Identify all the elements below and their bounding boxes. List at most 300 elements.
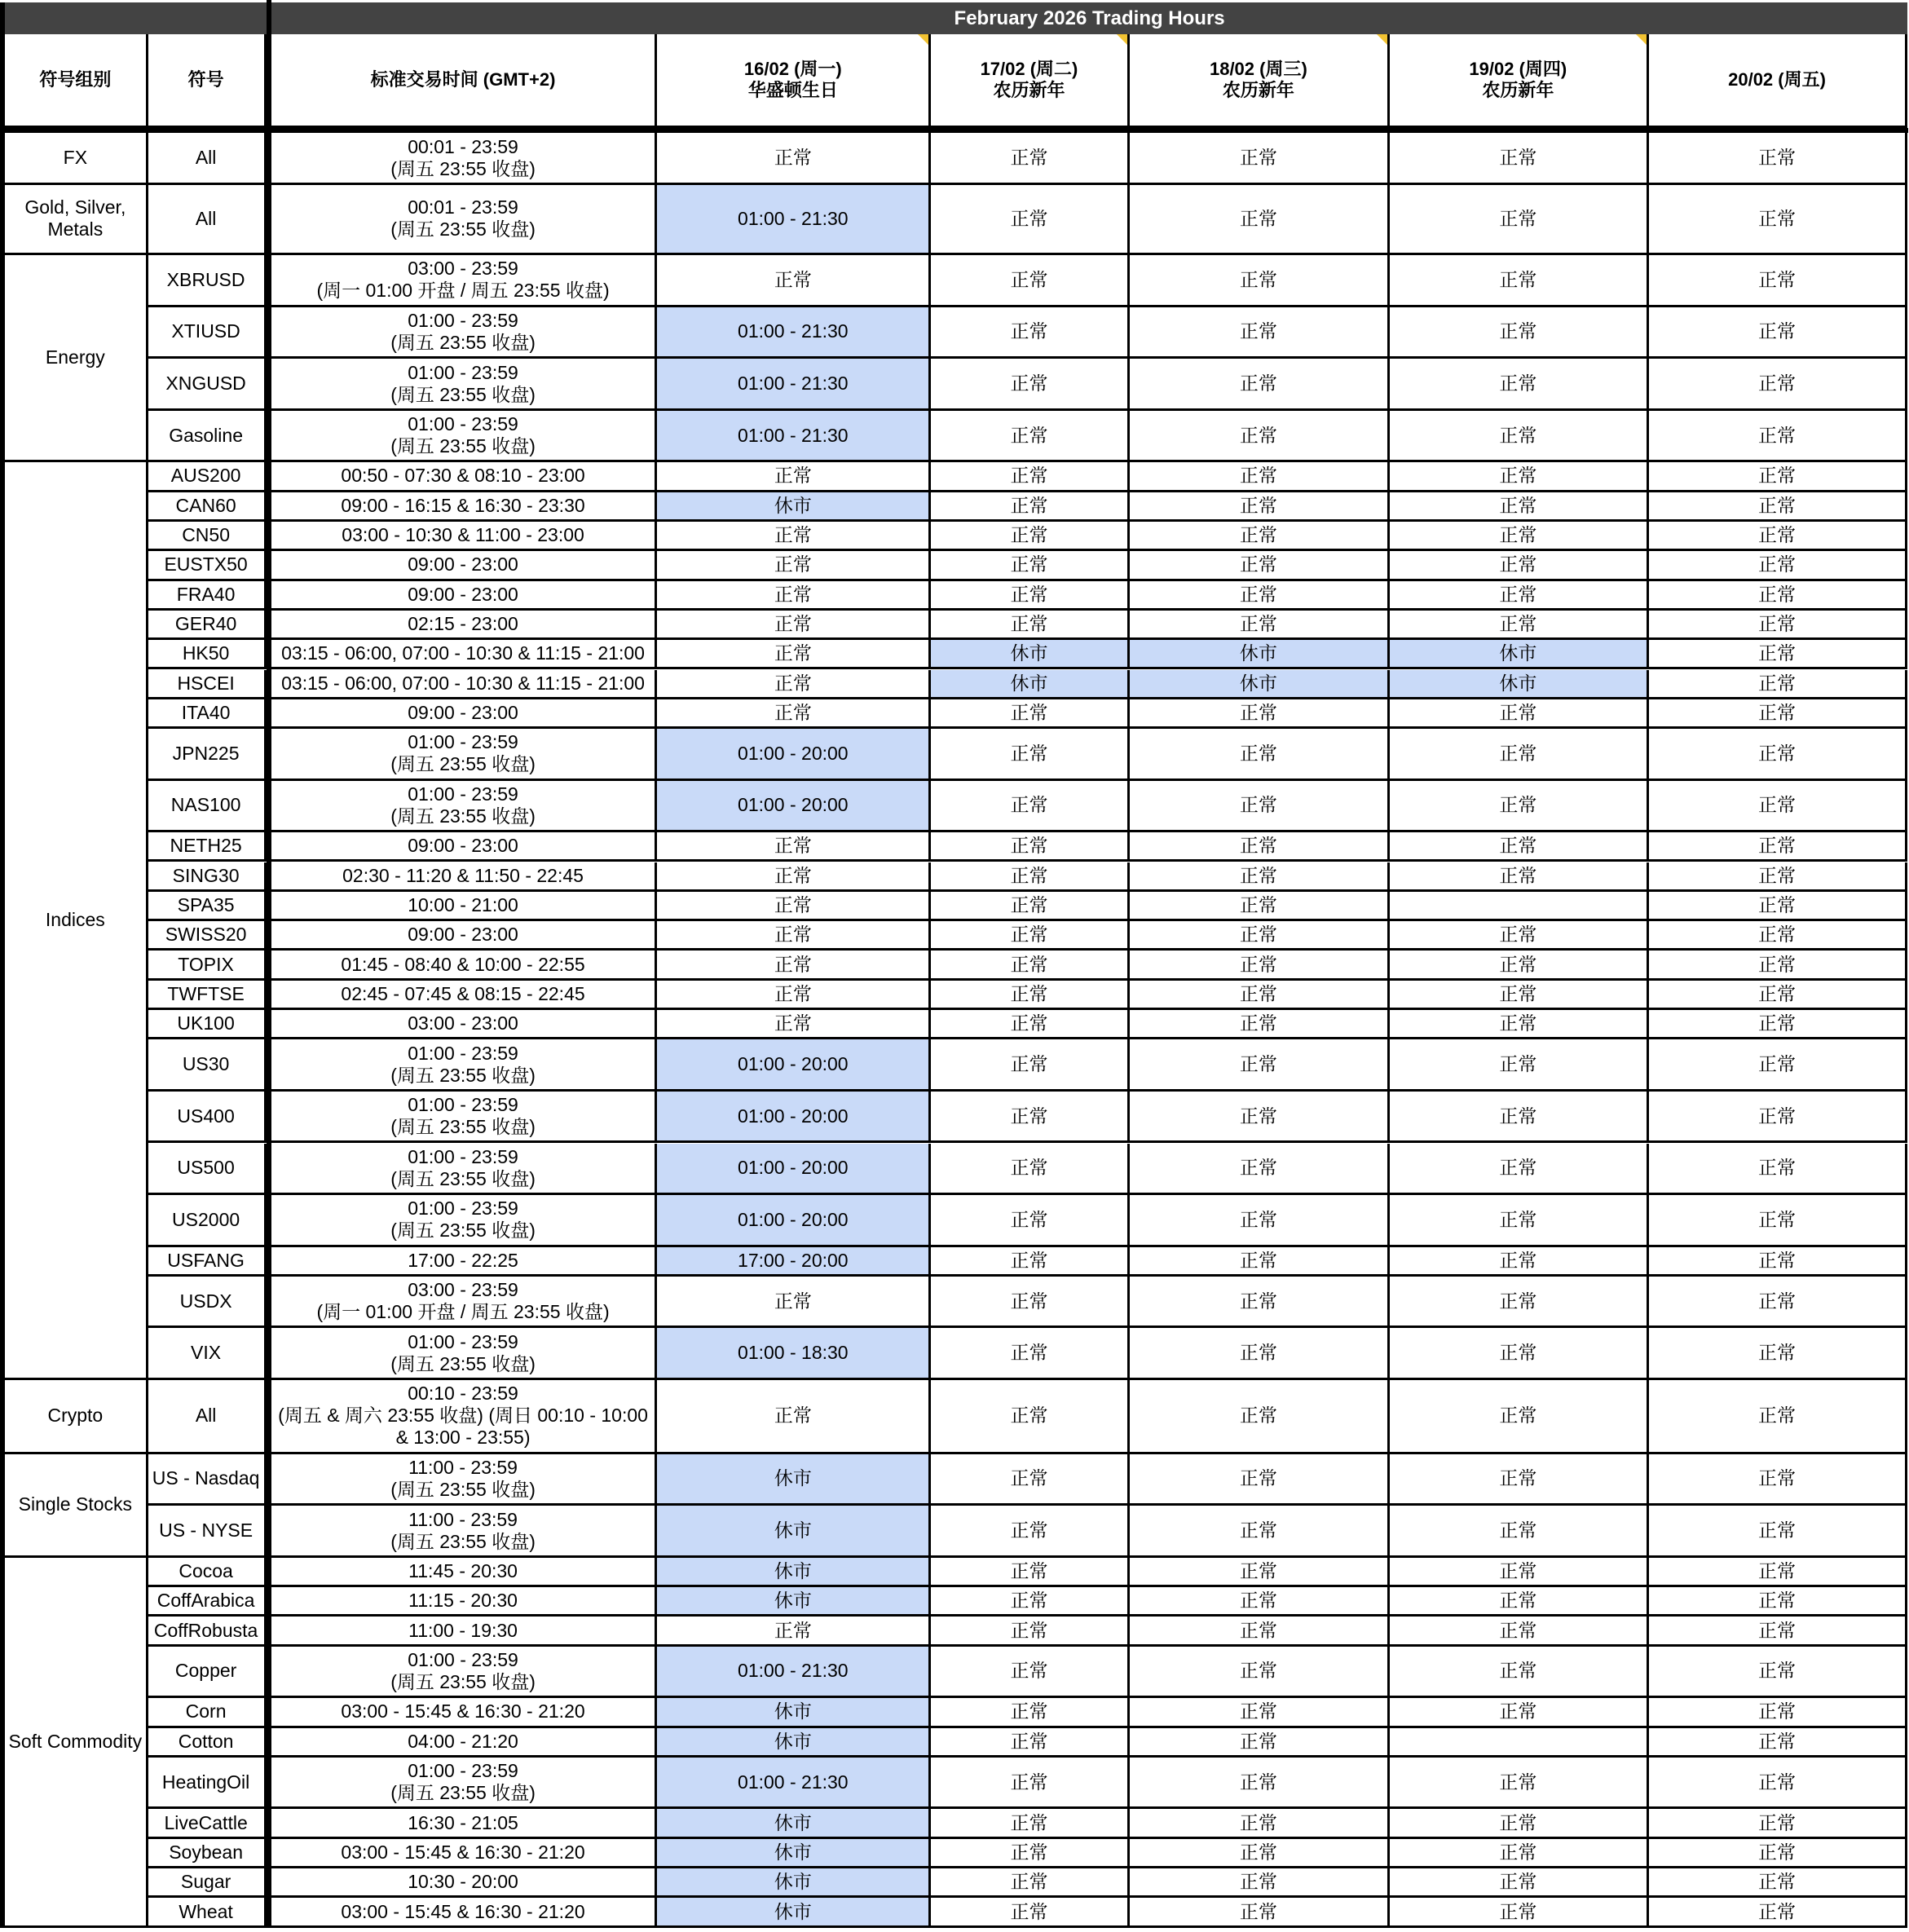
day-status-text: 正常 [1499,701,1537,723]
day-status-cell [1390,359,1649,411]
day-status-cell [1649,1839,1908,1868]
day-status-text: 正常 [1758,1660,1797,1682]
day-status-text: 正常 [1499,1900,1537,1922]
group-cell [5,185,148,255]
standard-hours-cell [271,699,658,729]
day-status-cell [931,1328,1130,1380]
day-status-cell [1390,1558,1649,1587]
day-status-cell [931,1839,1130,1868]
group-label: Single Stocks [18,1493,133,1515]
day-status-text: 正常 [1758,1249,1797,1271]
symbol-label: CoffRobusta [153,1619,258,1641]
day-status-text: 正常 [1010,1771,1048,1793]
day-status-text: 正常 [1010,1208,1048,1230]
day-status-text: 正常 [1239,1053,1277,1075]
symbol-label: CAN60 [175,494,236,516]
day-status-cell [931,1758,1130,1810]
note-marker-icon[interactable] [1636,34,1647,45]
day-status-text: 正常 [774,982,812,1004]
standard-hours-cell [271,1506,658,1558]
standard-hours-line: (周一 01:00 开盘 / 周五 23:55 收盘) [316,280,610,302]
standard-hours-line: 09:00 - 23:00 [408,701,518,723]
day-status-cell [931,462,1130,492]
day-status-cell [931,1506,1130,1558]
day-status-cell [1130,1809,1390,1838]
day-status-cell [1390,832,1649,862]
day-status-cell [657,670,931,699]
header-day-2 [1130,34,1390,128]
day-status-text: 休市 [774,1559,812,1581]
day-status-text: 正常 [1499,1053,1537,1075]
day-status-text: 正常 [1010,864,1048,886]
day-status-cell [1130,1195,1390,1247]
day-status-cell [1390,1380,1649,1454]
day-status-text: 正常 [1758,268,1797,290]
day-status-cell [657,1328,931,1380]
standard-hours-cell [271,522,658,551]
day-status-text: 正常 [1758,1841,1797,1863]
day-status-text: 正常 [1758,1619,1797,1641]
day-status-text: 正常 [1010,268,1048,290]
day-status-cell [1649,1617,1908,1646]
day-status-cell [1130,1868,1390,1898]
standard-hours-cell [271,1380,658,1454]
day-status-cell [931,1247,1130,1277]
day-status-text: 正常 [1239,465,1277,487]
day-status-cell [657,1277,931,1329]
day-status-text: 01:00 - 21:30 [738,373,849,395]
day-status-text: 正常 [1239,924,1277,946]
standard-hours-cell [271,981,658,1010]
day-status-text: 正常 [1239,1700,1277,1722]
day-status-cell [1390,1092,1649,1144]
day-status-cell [1390,921,1649,951]
day-status-cell [931,951,1130,980]
day-status-cell [1390,1195,1649,1247]
standard-hours-line: 11:45 - 20:30 [408,1559,518,1581]
standard-hours-cell [271,670,658,699]
day-status-text: 01:00 - 20:00 [738,1208,849,1230]
standard-hours-line: (周五 23:55 收盘) [390,383,536,405]
symbol-cell [148,307,267,359]
symbol-cell [148,1728,267,1758]
standard-hours-cell [271,551,658,580]
day-status-cell [1649,729,1908,781]
day-status-text: 正常 [1010,1590,1048,1612]
standard-hours-cell [271,1758,658,1810]
day-status-cell [657,611,931,640]
day-status-text: 01:00 - 20:00 [738,794,849,816]
day-status-text: 01:00 - 21:30 [738,320,849,342]
day-status-text: 正常 [1758,742,1797,764]
day-status-text: 正常 [1239,268,1277,290]
day-status-text: 休市 [774,1467,812,1489]
day-status-cell [931,411,1130,463]
day-status-text: 正常 [1010,583,1048,605]
column-separator [267,0,271,1928]
day-status-cell [931,1898,1130,1927]
day-status-text: 01:00 - 20:00 [738,1105,849,1127]
day-status-text: 正常 [1758,424,1797,446]
standard-hours-cell [271,951,658,980]
day-status-text: 正常 [1758,373,1797,395]
note-marker-icon[interactable] [918,34,928,45]
symbol-cell [148,1587,267,1617]
day-status-text: 正常 [1239,583,1277,605]
day-status-cell [1649,1380,1908,1454]
day-status-cell [657,1144,931,1196]
left-border [0,2,5,1928]
day-status-text: 正常 [1239,147,1277,169]
symbol-cell [148,359,267,411]
day-status-text: 正常 [1758,1700,1797,1722]
day-status-cell [931,1728,1130,1758]
symbol-label: SING30 [172,864,240,886]
day-status-text: 休市 [1010,672,1048,694]
day-status-text: 正常 [774,1012,812,1034]
note-marker-icon[interactable] [1117,34,1127,45]
day-status-text: 休市 [1239,642,1277,664]
day-status-cell [1390,492,1649,522]
day-status-text: 正常 [1239,1012,1277,1034]
symbol-label: Cocoa [179,1559,233,1581]
day-status-text: 正常 [774,554,812,576]
symbol-label: All [195,207,217,229]
standard-hours-line: 03:15 - 06:00, 07:00 - 10:30 & 11:15 - 21:00 [281,672,645,694]
day-status-cell [931,1698,1130,1727]
group-label: FX [63,147,88,169]
day-status-text: 休市 [774,1811,812,1833]
day-status-text: 正常 [1758,554,1797,576]
day-status-cell [657,581,931,611]
day-status-cell [931,359,1130,411]
day-status-text: 正常 [774,835,812,857]
day-status-text: 正常 [1239,1730,1277,1752]
symbol-label: Gasoline [169,424,243,446]
standard-hours-line: (周五 23:55 收盘) [390,1782,536,1804]
day-status-cell [931,640,1130,669]
day-status-cell [1390,1506,1649,1558]
day-status-text: 正常 [1010,1900,1048,1922]
day-status-cell [1130,551,1390,580]
symbol-label: US30 [182,1053,230,1075]
day-status-text: 休市 [774,494,812,516]
group-cell [5,1454,148,1558]
standard-hours-line: (周五 23:55 收盘) [390,753,536,775]
standard-hours-line: 11:00 - 23:59 [408,1508,518,1530]
day-status-cell [1130,1454,1390,1506]
corner-header-bar [5,2,267,34]
standard-hours-line: (周五 23:55 收盘) [390,1116,536,1138]
day-status-cell [657,359,931,411]
symbol-cell [148,640,267,669]
day-status-cell [1390,522,1649,551]
day-status-cell [1390,1758,1649,1810]
day-status-cell [1649,1728,1908,1758]
symbol-cell [148,1277,267,1329]
symbol-label: VIX [191,1342,222,1364]
day-status-text: 正常 [1499,1871,1537,1893]
standard-hours-line: 01:00 - 23:59 [408,1648,518,1670]
day-status-text: 正常 [1499,147,1537,169]
day-status-cell [1649,611,1908,640]
standard-hours-cell [271,492,658,522]
day-status-text: 正常 [1010,1700,1048,1722]
day-status-text: 正常 [1758,794,1797,816]
standard-hours-cell [271,1647,658,1699]
day-status-cell [1390,1010,1649,1039]
day-status-text: 正常 [1758,465,1797,487]
header-symbol [148,34,267,128]
day-status-cell [1130,255,1390,307]
day-status-text: 正常 [774,893,812,915]
standard-hours-line: 03:00 - 10:30 & 11:00 - 23:00 [342,524,584,546]
day-status-cell [1390,862,1649,892]
symbol-cell [148,492,267,522]
day-status-cell [1390,185,1649,255]
standard-hours-line: 09:00 - 23:00 [408,835,518,857]
day-status-cell [1649,862,1908,892]
day-status-cell [1649,1868,1908,1898]
day-status-text: 17:00 - 20:00 [738,1249,849,1271]
day-status-text: 正常 [1758,982,1797,1004]
day-status-cell [1130,1839,1390,1868]
day-status-cell [1390,1898,1649,1927]
day-status-text: 正常 [1499,613,1537,635]
standard-hours-line: 01:00 - 23:59 [408,1094,518,1116]
standard-hours-line: 10:00 - 21:00 [408,893,518,915]
day-status-cell [1649,832,1908,862]
symbol-cell [148,1092,267,1144]
day-status-cell [657,1728,931,1758]
day-status-cell [1390,133,1649,185]
symbol-cell [148,133,267,185]
day-status-cell [931,133,1130,185]
standard-hours-line: 01:00 - 23:59 [408,1330,518,1352]
symbol-cell [148,832,267,862]
standard-hours-cell [271,921,658,951]
day-status-cell [1390,551,1649,580]
header-day-note: 农历新年 [1482,80,1554,101]
day-status-cell [1390,1039,1649,1092]
standard-hours-cell [271,133,658,185]
day-status-cell [1130,832,1390,862]
symbol-cell [148,1380,267,1454]
symbol-cell [148,951,267,980]
standard-hours-line: 11:00 - 19:30 [408,1619,518,1641]
symbol-label: HSCEI [177,672,235,694]
day-status-cell [657,1380,931,1454]
day-status-text: 正常 [1010,1660,1048,1682]
group-cell [5,1380,148,1454]
symbol-cell [148,1758,267,1810]
day-status-cell [657,411,931,463]
day-status-text: 正常 [1010,1811,1048,1833]
day-status-cell [1649,640,1908,669]
day-status-cell [1649,892,1908,921]
day-status-text: 正常 [1239,1520,1277,1542]
day-status-cell [1130,1898,1390,1927]
day-status-text: 正常 [1499,1105,1537,1127]
day-status-text: 正常 [1499,1660,1537,1682]
day-status-cell [1130,611,1390,640]
sheet-title-text: February 2026 Trading Hours [954,7,1225,29]
group-label: Indices [45,909,105,931]
day-status-cell [931,981,1130,1010]
standard-hours-line: 03:00 - 23:59 [408,1279,518,1301]
day-status-cell [931,1587,1130,1617]
symbol-label: NETH25 [170,835,242,857]
day-status-cell [1649,133,1908,185]
standard-hours-line: 01:00 - 23:59 [408,1042,518,1064]
day-status-text: 正常 [1499,864,1537,886]
day-status-cell [1390,892,1649,921]
day-status-cell [931,1809,1130,1838]
day-status-cell [657,781,931,833]
day-status-text: 正常 [774,953,812,975]
day-status-text: 正常 [1758,1900,1797,1922]
standard-hours-cell [271,1698,658,1727]
symbol-label: UK100 [177,1012,235,1034]
header-group-label: 符号组别 [39,69,112,90]
day-status-text: 正常 [1010,924,1048,946]
symbol-label: HeatingOil [161,1771,250,1793]
standard-hours-cell [271,832,658,862]
day-status-text: 正常 [774,268,812,290]
day-status-text: 正常 [1010,1342,1048,1364]
day-status-cell [1649,1558,1908,1587]
day-status-text: 正常 [774,864,812,886]
day-status-text: 01:00 - 21:30 [738,1660,849,1682]
standard-hours-line: 02:45 - 07:45 & 08:15 - 22:45 [341,982,585,1004]
standard-hours-line: 01:00 - 23:59 [408,309,518,331]
standard-hours-cell [271,1039,658,1092]
day-status-cell [1649,1809,1908,1838]
day-status-cell [1649,581,1908,611]
standard-hours-cell [271,1898,658,1927]
day-status-cell [1130,1010,1390,1039]
day-status-text: 正常 [1010,320,1048,342]
day-status-text: 正常 [1239,701,1277,723]
day-status-cell [1130,133,1390,185]
day-status-text: 正常 [1499,320,1537,342]
symbol-cell [148,411,267,463]
day-status-text: 正常 [1239,1811,1277,1833]
day-status-text: 休市 [1239,672,1277,694]
group-label: Gold, Silver, Metals [24,196,126,240]
header-day-3 [1390,34,1649,128]
day-status-cell [1130,1380,1390,1454]
day-status-text: 正常 [1010,1405,1048,1427]
symbol-cell [148,699,267,729]
standard-hours-line: 01:00 - 23:59 [408,413,518,435]
day-status-cell [1649,492,1908,522]
day-status-cell [931,1558,1130,1587]
day-status-text: 正常 [774,147,812,169]
day-status-text: 正常 [1010,554,1048,576]
standard-hours-line: 09:00 - 23:00 [408,583,518,605]
header-day-date: 16/02 (周一) [743,59,842,80]
header-day-date: 18/02 (周三) [1209,59,1307,80]
standard-hours-cell [271,1247,658,1277]
standard-hours-line: 03:00 - 23:59 [408,258,518,280]
standard-hours-line: 09:00 - 23:00 [408,924,518,946]
day-status-text: 正常 [1499,1811,1537,1833]
day-status-text: 正常 [1758,1208,1797,1230]
day-status-cell [931,1277,1130,1329]
symbol-cell [148,1647,267,1699]
standard-hours-line: 11:00 - 23:59 [408,1456,518,1478]
day-status-text: 正常 [774,924,812,946]
header-group [5,34,148,128]
sheet-title [271,2,1908,34]
symbol-label: XTIUSD [171,320,240,342]
day-status-text: 正常 [1499,494,1537,516]
day-status-text: 正常 [1239,424,1277,446]
standard-hours-cell [271,1144,658,1196]
day-status-cell [1130,1698,1390,1727]
header-day-date: 19/02 (周四) [1469,59,1567,80]
day-status-text: 正常 [1239,1342,1277,1364]
day-status-text: 正常 [1010,1559,1048,1581]
standard-hours-line: 11:15 - 20:30 [408,1590,518,1612]
symbol-label: HK50 [182,642,230,664]
standard-hours-cell [271,1328,658,1380]
day-status-text: 正常 [1239,494,1277,516]
day-status-cell [657,1010,931,1039]
day-status-text: 正常 [1499,1559,1537,1581]
day-status-cell [1649,1506,1908,1558]
day-status-text: 正常 [774,1619,812,1641]
standard-hours-line: 09:00 - 23:00 [408,554,518,576]
symbol-label: US - Nasdaq [152,1467,260,1489]
day-status-cell [931,1092,1130,1144]
day-status-cell [657,1195,931,1247]
standard-hours-cell [271,862,658,892]
day-status-cell [1130,670,1390,699]
day-status-cell [1649,781,1908,833]
day-status-cell [1649,411,1908,463]
day-status-cell [1649,1144,1908,1196]
symbol-cell [148,921,267,951]
day-status-text: 正常 [1239,1771,1277,1793]
day-status-text: 休市 [774,1730,812,1752]
symbol-label: US500 [177,1157,235,1179]
note-marker-icon[interactable] [1377,34,1387,45]
group-cell [5,255,148,462]
header-day-date: 17/02 (周二) [980,59,1078,80]
day-status-cell [657,492,931,522]
day-status-text: 正常 [774,701,812,723]
day-status-cell [1390,1277,1649,1329]
standard-hours-line: (周五 23:55 收盘) [390,1670,536,1692]
day-status-cell [657,981,931,1010]
day-status-text: 正常 [774,642,812,664]
day-status-text: 正常 [1239,835,1277,857]
day-status-text: 正常 [1010,893,1048,915]
symbol-label: JPN225 [172,742,240,764]
day-status-cell [931,781,1130,833]
day-status-cell [1649,1647,1908,1699]
day-status-text: 正常 [1499,953,1537,975]
day-status-cell [931,921,1130,951]
symbol-cell [148,1839,267,1868]
header-standard-hours [271,34,658,128]
day-status-cell [1649,1092,1908,1144]
day-status-text: 正常 [1758,1730,1797,1752]
symbol-cell [148,729,267,781]
symbol-cell [148,1898,267,1927]
